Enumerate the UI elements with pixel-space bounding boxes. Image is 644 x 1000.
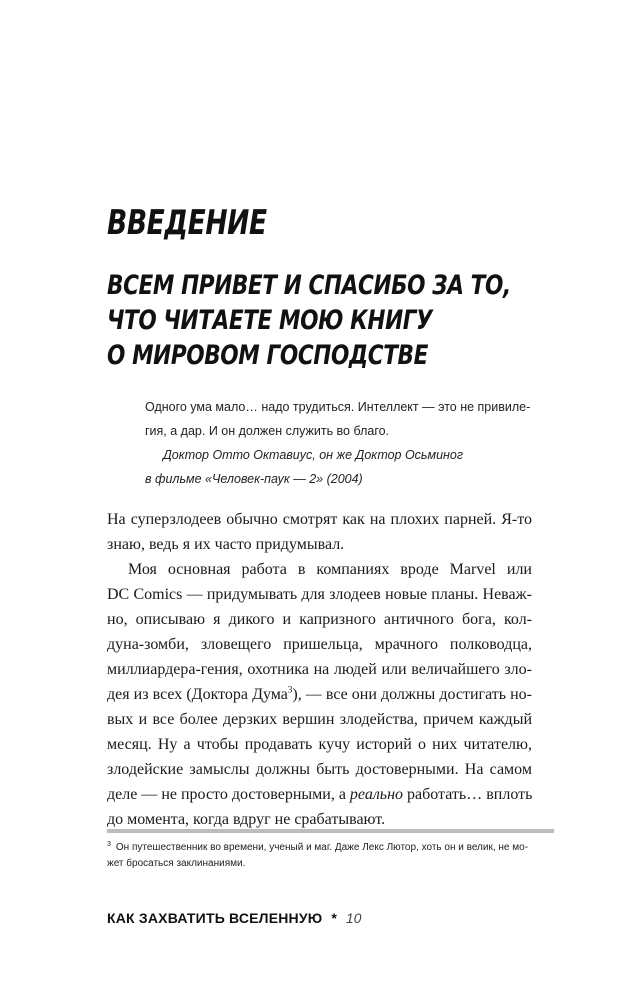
footnote-text: Он путешественник во времени, ученый и маг. Даже Лекс Лютор, хоть он и велик, не мо-: [115, 842, 529, 853]
paragraph-line: до момента, когда вдруг не срабатывают.: [107, 811, 386, 828]
paragraph-line: [107, 686, 532, 704]
book-title: КАК ЗАХВАТИТЬ ВСЕЛЕННУЮ: [107, 910, 323, 926]
footnote-line: [107, 842, 532, 853]
running-footer: [107, 910, 361, 926]
footnote-line: жет бросаться заклинаниями.: [107, 858, 246, 869]
paragraph-line: но, описываю я дикого и капризного античного бога, кол-: [107, 611, 532, 628]
paragraph-line: дуна-зомби, зловещего пришельца, мрачного полководца,: [107, 636, 532, 653]
footnote-divider: [107, 829, 554, 833]
chapter-subtitle-line: О МИРОВОМ ГОСПОДСТВЕ: [107, 340, 428, 371]
emphasis: реально: [349, 786, 404, 803]
text-segment: дея из всех (Доктора Дума: [107, 686, 288, 703]
paragraph-line: Моя основная работа в компаниях вроде Marvel или: [128, 561, 532, 578]
paragraph-line: знаю, ведь я их часто придумывал.: [107, 536, 345, 553]
epigraph-line: гия, а дар. И он должен служить во благо.: [145, 424, 390, 438]
chapter-subtitle-line: ВСЕМ ПРИВЕТ И СПАСИБО ЗА ТО,: [107, 270, 511, 301]
paragraph-line: DC Comics — придумывать для злодеев новые планы. Неваж-: [107, 586, 532, 603]
footer-separator: *: [331, 910, 337, 926]
footnote-mark: 3: [107, 840, 111, 848]
epigraph-line: Одного ума мало… надо трудиться. Интеллект — это не привиле-: [145, 400, 531, 414]
paragraph-line: злодейские замыслы должны быть достоверными. На самом: [107, 761, 532, 778]
paragraph-line: [107, 786, 532, 804]
text-segment: ), — все они должны достигать но-: [292, 686, 533, 703]
page-number: 10: [345, 910, 362, 926]
epigraph-attribution: в фильме «Человек-паук — 2» (2004): [145, 472, 363, 486]
chapter-title: ВВЕДЕНИЕ: [107, 203, 267, 243]
epigraph-attribution: Доктор Отто Октавиус, он же Доктор Осьминог: [163, 448, 464, 462]
chapter-subtitle-line: ЧТО ЧИТАЕТЕ МОЮ КНИГУ: [107, 305, 433, 336]
text-segment: деле — не просто достоверными, а: [107, 786, 350, 803]
footnote-reference: 3: [287, 684, 293, 695]
paragraph-line: На суперзлодеев обычно смотрят как на плохих парней. Я-то: [107, 511, 532, 528]
paragraph-line: вых и все более дерзких вершин злодейства, причем каждый: [107, 711, 532, 728]
text-segment: работать… вплоть: [403, 786, 533, 803]
paragraph-line: миллиардера-гения, охотника на людей или величайшего зло-: [107, 661, 532, 678]
paragraph-line: месяц. Ну а чтобы продавать кучу историй о них читателю,: [107, 736, 532, 753]
